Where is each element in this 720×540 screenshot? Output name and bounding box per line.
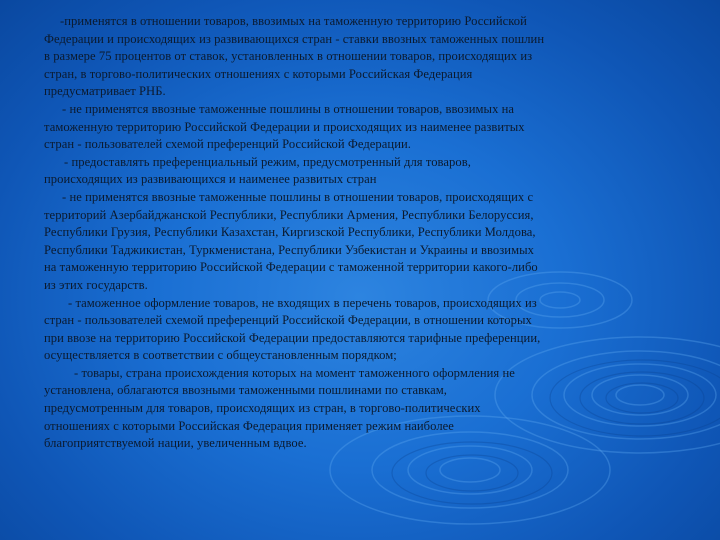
paragraph-6: - товары, страна происхождения которых на момент таможенного оформления не установлена, облагаются ввозными таможенными пошлинами по ставкам, предусмотренным для товаров, происходящих из стран, в торгово-политических отношениях с которыми Российская Федерация применяет режим наиболее благоприятствуемой нации, увеличенным вдвое. xyxy=(44,365,515,451)
paragraph-3: - предоставлять преференциальный режим, предусмотренный для товаров, происходящих из развивающихся и наименее развитых стран xyxy=(44,154,471,187)
body-text xyxy=(44,13,694,453)
paragraph-4: - не применятся ввозные таможенные пошлины в отношении товаров, происходящих с территорий Азербайджанской Республики, Республики Армения, Республики Белоруссия, Республики Грузия, Республики Казахстан, Киргизской Республики, Республики Молдова, Республики Таджикистан, Туркменистана, Республики Узбекистан и Украины и ввозимых на таможенную территорию Российской Федерации с таможенной территории какого-либо из этих государств. xyxy=(44,189,538,292)
paragraph-5: - таможенное оформление товаров, не входящих в перечень товаров, происходящих из стран - пользователей схемой преференций Российской Федерации, в отношении которых при ввозе на территорию Российской Федерации предоставляются тарифные преференции, осуществляется в соответствии с общеустановленным порядком; xyxy=(44,295,541,363)
paragraph-1: -применятся в отношении товаров, ввозимых на таможенную территорию Российской Федерации и происходящих из развивающихся стран - ставки ввозных таможенных пошлин в размере 75 процентов от ставок, установленных в отношении товаров, происходящих из стран, в торгово-политических отношениях с которыми Российская Федерация предусматривает РНБ. xyxy=(44,14,545,99)
paragraph-2: - не применятся ввозные таможенные пошлины в отношении товаров, ввозимых на таможенную территорию Российской Федерации и происходящих из наименее развитых стран - пользователей схемой преференций Российской Федерации. xyxy=(44,101,525,152)
